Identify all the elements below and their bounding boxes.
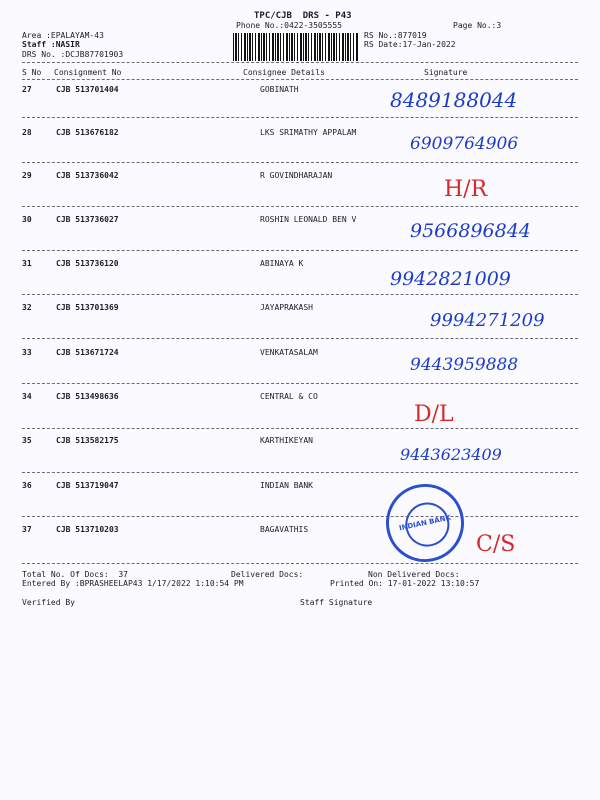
column-header-signature: Signature	[424, 68, 468, 77]
consignment-number: CJB 513498636	[56, 392, 119, 401]
consignment-number: CJB 513736120	[56, 259, 119, 268]
drs-number: DRS No. :DCJB87701903	[22, 50, 124, 59]
signature-mark: 6909764906	[410, 134, 519, 154]
consignee-name: ABINAYA K	[260, 259, 304, 268]
signature-mark: 8489188044	[390, 88, 518, 112]
non-delivered-docs: Non Delivered Docs:	[368, 570, 460, 579]
footer-divider	[22, 563, 578, 564]
status-mark: D/L	[414, 402, 454, 427]
row-divider	[22, 250, 578, 251]
signature-mark: 9994271209	[430, 310, 545, 331]
status-mark: C/S	[476, 532, 516, 557]
row-number: 36	[22, 481, 32, 490]
column-header-consignee: Consignee Details	[243, 68, 325, 77]
row-divider	[22, 117, 578, 118]
consignee-name: VENKATASALAM	[260, 348, 318, 357]
row-divider	[22, 516, 578, 517]
row-number: 37	[22, 525, 32, 534]
status-mark: H/R	[444, 177, 488, 202]
column-header-sno: S No	[22, 68, 42, 77]
consignment-number: CJB 513736027	[56, 215, 119, 224]
row-divider	[22, 338, 578, 339]
barcode-image	[233, 33, 358, 61]
consignment-number: CJB 513701369	[56, 303, 119, 312]
rs-number: RS No.:877019	[364, 31, 427, 40]
signature-mark: 9443623409	[400, 445, 502, 464]
row-divider	[22, 162, 578, 163]
consignee-name: R GOVINDHARAJAN	[260, 171, 333, 180]
column-header-divider	[22, 79, 578, 80]
consignee-name: BAGAVATHIS	[260, 525, 309, 534]
row-number: 35	[22, 436, 32, 445]
consignment-number: CJB 513710203	[56, 525, 119, 534]
stamp-text: INDIAN BANK	[398, 513, 452, 533]
row-number: 29	[22, 171, 32, 180]
consignment-number: CJB 513736042	[56, 171, 119, 180]
consignee-name: ROSHIN LEONALD BEN V	[260, 215, 357, 224]
signature-mark: 9566896844	[410, 220, 531, 242]
verified-by: Verified By	[22, 598, 75, 607]
signature-mark: 9942821009	[390, 268, 511, 290]
row-number: 34	[22, 392, 32, 401]
bank-seal-stamp	[379, 477, 472, 570]
consignee-name: KARTHIKEYAN	[260, 436, 313, 445]
header-divider	[22, 62, 578, 63]
consignment-number: CJB 513701404	[56, 85, 119, 94]
row-divider	[22, 206, 578, 207]
entered-by: Entered By :BPRASHEELAP43 1/17/2022 1:10:54 PM	[22, 579, 244, 588]
consignee-name: LKS SRIMATHY APPALAM	[260, 128, 357, 137]
row-number: 32	[22, 303, 32, 312]
rs-date: RS Date:17-Jan-2022	[364, 40, 456, 49]
row-number: 30	[22, 215, 32, 224]
consignment-number: CJB 513676182	[56, 128, 119, 137]
phone-number: Phone No.:0422-3505555	[236, 21, 342, 30]
area-label: Area :EPALAYAM-43	[22, 31, 104, 40]
consignee-name: JAYAPRAKASH	[260, 303, 313, 312]
column-header-consignment: Consignment No	[54, 68, 122, 77]
consignment-number: CJB 513719047	[56, 481, 119, 490]
document-title: TPC/CJB DRS - P43	[254, 11, 352, 21]
row-number: 27	[22, 85, 32, 94]
page-number: Page No.:3	[453, 21, 502, 30]
row-number: 31	[22, 259, 32, 268]
row-divider	[22, 472, 578, 473]
staff-signature: Staff Signature	[300, 598, 373, 607]
consignee-name: CENTRAL & CO	[260, 392, 318, 401]
consignee-name: GOBINATH	[260, 85, 299, 94]
consignee-name: INDIAN BANK	[260, 481, 313, 490]
signature-mark: 9443959888	[410, 355, 519, 375]
staff-label: Staff :NASIR	[22, 40, 80, 49]
consignment-number: CJB 513671724	[56, 348, 119, 357]
row-divider	[22, 294, 578, 295]
delivered-docs: Delivered Docs:	[231, 570, 304, 579]
row-divider	[22, 383, 578, 384]
total-docs: Total No. Of Docs: 37	[22, 570, 128, 579]
consignment-number: CJB 513582175	[56, 436, 119, 445]
row-divider	[22, 428, 578, 429]
row-number: 33	[22, 348, 32, 357]
printed-on: Printed On: 17-01-2022 13:10:57	[330, 579, 480, 588]
row-number: 28	[22, 128, 32, 137]
